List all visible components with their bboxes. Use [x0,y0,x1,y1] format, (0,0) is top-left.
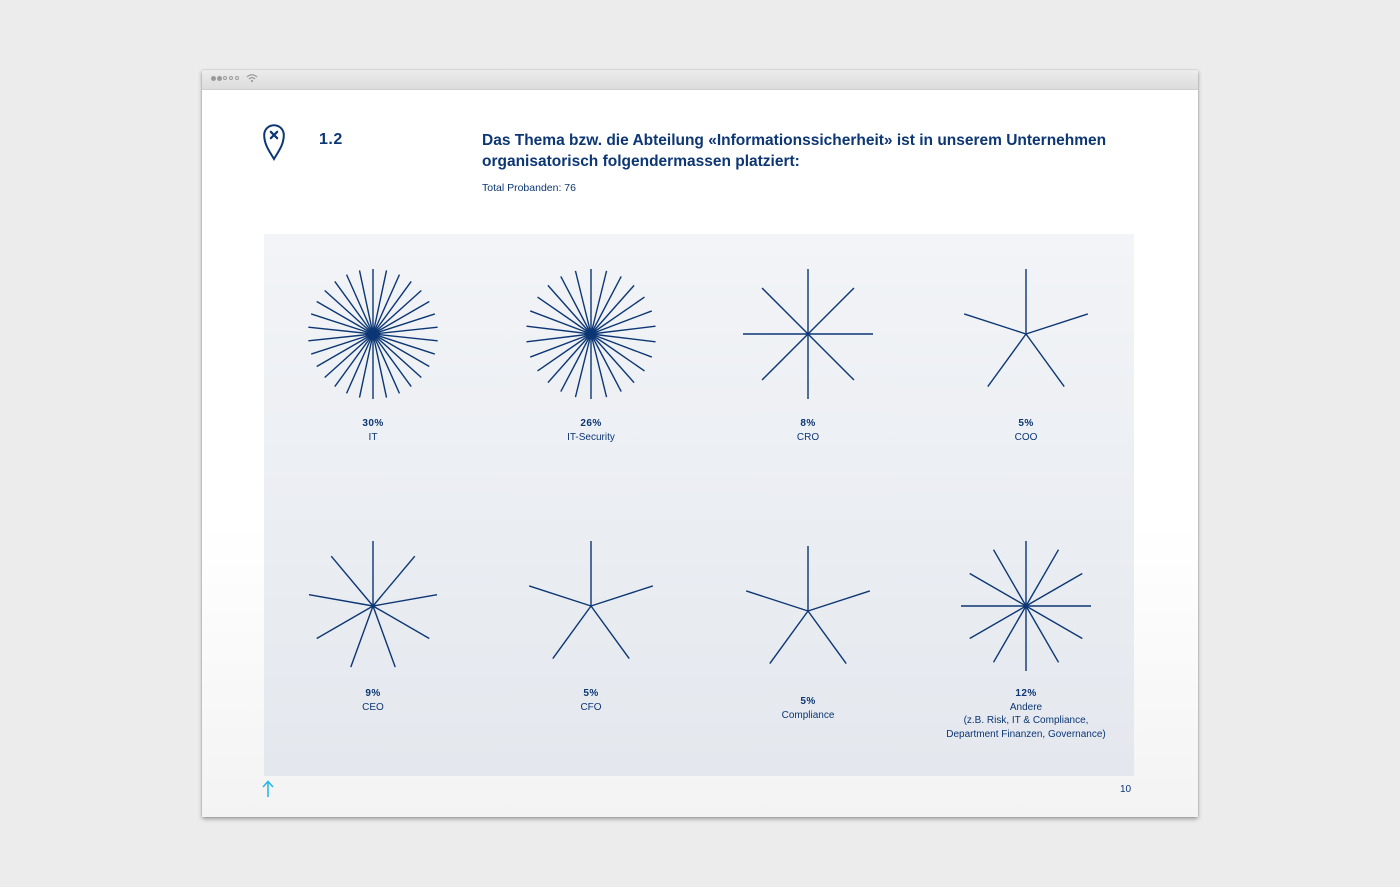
status-bar [202,70,1198,90]
star-ray [373,334,399,393]
respondent-count: Total Probanden: 76 [482,182,576,194]
signal-dot-icon [211,76,216,81]
star-8 [961,541,1091,671]
star-2 [526,269,655,399]
star-label-6 [491,687,691,714]
star-category: COO [1014,431,1038,443]
report-page [202,90,1198,817]
location-pin-icon [262,123,286,161]
star-label-1 [273,417,473,444]
star-ray [347,334,373,393]
star-ray [1026,334,1064,387]
star-percent: 9% [365,688,381,699]
star-ray [1026,606,1082,639]
star-percent: 30% [362,418,384,429]
star-ray [373,595,437,606]
star-ray [309,595,373,606]
star-ray [1026,574,1082,607]
star-ray [373,606,429,639]
star-ray [331,556,373,606]
star-label-5 [273,687,473,714]
star-label-7 [708,695,908,722]
star-ray [964,314,1026,334]
star-ray [808,334,854,380]
star-ray [988,334,1026,387]
star-6 [529,541,653,659]
star-ray [373,556,415,606]
star-ray [1026,314,1088,334]
arrow-up-icon[interactable] [261,780,275,798]
section-number: 1.2 [319,131,343,148]
star-ray [351,606,373,667]
star-ray [762,288,808,334]
star-label-2 [491,417,691,444]
star-ray [994,550,1027,606]
star-7 [746,546,870,664]
star-ray [347,275,373,334]
star-category: IT-Security [567,431,615,443]
signal-dot-icon [217,76,222,81]
star-ray [970,574,1026,607]
star-category: IT [368,431,378,443]
star-ray [591,586,653,606]
star-ray [762,334,808,380]
star-percent: 26% [580,418,602,429]
star-ray [529,586,591,606]
star-ray [970,606,1026,639]
star-category: Andere (z.B. Risk, IT & Compliance, Department Finanzen, Governance) [946,701,1106,740]
star-label-3 [708,417,908,444]
signal-dot-icon [229,76,233,80]
star-percent: 5% [800,696,816,707]
wifi-icon [246,73,258,83]
page-number: 10 [1120,784,1132,795]
star-label-8 [926,687,1126,741]
star-3 [743,269,873,399]
star-1 [308,269,437,399]
star-ray [591,606,629,659]
star-ray [373,275,399,334]
star-percent: 8% [800,418,816,429]
star-percent: 5% [583,688,599,699]
star-ray [994,606,1027,662]
chart-panel [264,234,1134,776]
star-ray [808,611,846,664]
star-percent: 5% [1018,418,1034,429]
browser-window [202,70,1198,817]
signal-dot-icon [223,76,227,80]
star-4 [964,269,1088,387]
star-ray [373,606,395,667]
star-ray [746,591,808,611]
signal-dot-icon [235,76,239,80]
star-category: CRO [796,431,820,443]
star-ray [1026,550,1059,606]
star-category: Compliance [781,709,835,721]
star-ray [808,591,870,611]
star-category: CFO [580,701,602,713]
star-category: CEO [362,701,384,713]
star-ray [1026,606,1059,662]
star-label-4 [926,417,1126,444]
star-ray [808,288,854,334]
star-5 [309,541,437,667]
star-percent: 12% [1015,688,1037,699]
question-heading: Das Thema bzw. die Abteilung «Informationssicherheit» ist in unserem Unternehmen organisatorisch folgendermassen platziert: [482,132,1107,170]
star-ray [553,606,591,659]
star-ray [770,611,808,664]
star-ray [317,606,373,639]
